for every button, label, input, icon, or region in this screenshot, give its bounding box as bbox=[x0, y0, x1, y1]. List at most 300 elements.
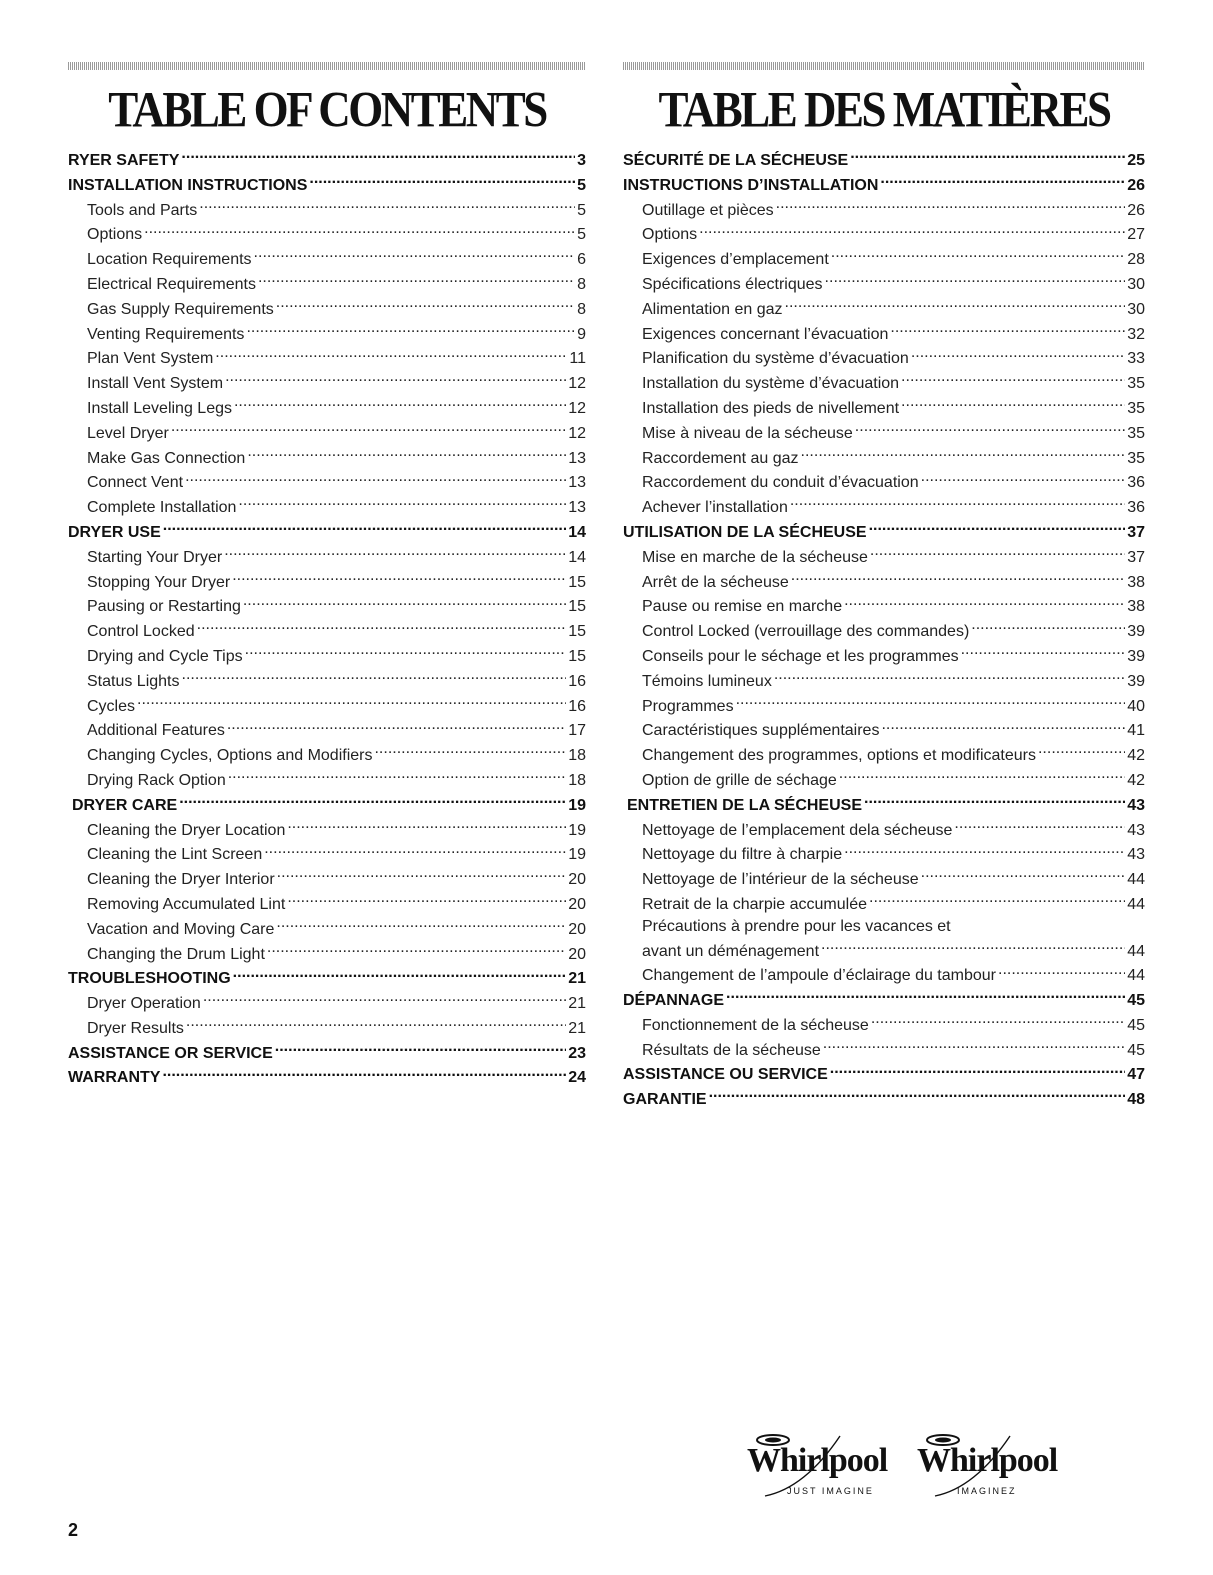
dot-leader bbox=[163, 519, 566, 537]
dot-leader bbox=[144, 221, 575, 239]
dot-leader bbox=[185, 469, 566, 487]
toc-page-number: 23 bbox=[568, 1044, 586, 1062]
toc-subentry bbox=[68, 643, 586, 668]
toc-entry-title: Location Requirements bbox=[87, 251, 252, 269]
dot-leader bbox=[276, 296, 575, 314]
dot-leader bbox=[225, 370, 566, 388]
toc-entry-title: ENTRETIEN DE LA SÉCHEUSE bbox=[627, 796, 862, 814]
toc-subentry bbox=[623, 445, 1145, 470]
toc-entry-title: Conseils pour le séchage et les programmes bbox=[642, 647, 959, 665]
toc-page-number: 43 bbox=[1127, 846, 1145, 864]
dot-leader bbox=[182, 668, 567, 686]
toc-page-number: 35 bbox=[1127, 424, 1145, 442]
toc-page-number: 44 bbox=[1127, 967, 1145, 985]
header-rule bbox=[68, 62, 586, 70]
toc-section-heading bbox=[68, 792, 586, 817]
toc-entry-title: avant un déménagement bbox=[642, 942, 820, 960]
toc-entry-title: Pause ou remise en marche bbox=[642, 598, 843, 616]
toc-entry-title: Make Gas Connection bbox=[87, 449, 246, 467]
toc-page-number: 21 bbox=[568, 995, 586, 1013]
toc-subentry bbox=[623, 469, 1145, 494]
toc-subentry bbox=[68, 494, 586, 519]
toc-page-number: 39 bbox=[1127, 672, 1145, 690]
toc-entry-title: Complete Installation bbox=[87, 499, 237, 517]
toc-section-heading bbox=[623, 147, 1145, 172]
toc-page-number: 21 bbox=[568, 970, 586, 988]
toc-page-number: 9 bbox=[577, 325, 586, 343]
toc-entry-title: Plan Vent System bbox=[87, 350, 214, 368]
dot-leader bbox=[699, 221, 1125, 239]
toc-page-number: 37 bbox=[1127, 548, 1145, 566]
toc-section-heading bbox=[623, 1086, 1145, 1111]
toc-page-number: 44 bbox=[1127, 895, 1145, 913]
toc-page-number: 45 bbox=[1127, 1016, 1145, 1034]
dot-leader bbox=[233, 965, 567, 983]
toc-entry-title: Outillage et pièces bbox=[642, 201, 774, 219]
toc-entry-title: Venting Requirements bbox=[87, 325, 245, 343]
toc-entry-title: Raccordement au gaz bbox=[642, 449, 799, 467]
toc-subentry bbox=[68, 197, 586, 222]
dot-leader bbox=[869, 891, 1125, 909]
toc-subentry bbox=[623, 296, 1145, 321]
toc-subentry bbox=[623, 668, 1145, 693]
toc-subentry bbox=[623, 1012, 1145, 1037]
toc-subentry bbox=[68, 916, 586, 941]
toc-page-number: 15 bbox=[568, 598, 586, 616]
toc-page-number: 6 bbox=[577, 251, 586, 269]
toc-entry-title: Cycles bbox=[87, 697, 136, 715]
dot-leader bbox=[871, 1012, 1125, 1030]
toc-subentry bbox=[623, 197, 1145, 222]
toc-entry-title: Control Locked bbox=[87, 623, 195, 641]
toc-entry-title: Additional Features bbox=[87, 722, 225, 740]
dot-leader bbox=[869, 519, 1126, 537]
toc-entry-title: Connect Vent bbox=[87, 474, 184, 492]
toc-page-number: 12 bbox=[568, 399, 586, 417]
dot-leader bbox=[254, 246, 576, 264]
toc-entry-title: Cleaning the Dryer Interior bbox=[87, 871, 275, 889]
toc-subentry bbox=[623, 891, 1145, 916]
dot-leader bbox=[171, 420, 566, 438]
toc-entry-title: Fonctionnement de la sécheuse bbox=[642, 1016, 869, 1034]
dot-leader bbox=[1038, 742, 1125, 760]
toc-entry-title: Changement de l’ampoule d’éclairage du tambour bbox=[642, 967, 996, 985]
toc-entry-title: Nettoyage de l’intérieur de la sécheuse bbox=[642, 871, 919, 889]
toc-entry-title: Electrical Requirements bbox=[87, 275, 256, 293]
toc-entry-title: Pausing or Restarting bbox=[87, 598, 241, 616]
toc-subentry bbox=[68, 271, 586, 296]
toc-subentry bbox=[623, 370, 1145, 395]
toc-page-number: 47 bbox=[1127, 1066, 1145, 1084]
toc-page-number: 43 bbox=[1127, 796, 1145, 814]
toc-subentry bbox=[623, 345, 1145, 370]
toc-page-number: 30 bbox=[1127, 275, 1145, 293]
dot-leader bbox=[709, 1086, 1126, 1104]
whirlpool-logo-french bbox=[905, 1428, 1058, 1508]
dot-leader bbox=[870, 544, 1125, 562]
toc-subentry bbox=[623, 916, 1145, 938]
toc-subentry bbox=[623, 817, 1145, 842]
toc-section-heading bbox=[68, 519, 586, 544]
toc-entry-title: Planification du système d’évacuation bbox=[642, 350, 909, 368]
toc-section-heading bbox=[623, 792, 1145, 817]
toc-subentry bbox=[623, 767, 1145, 792]
toc-page-number: 28 bbox=[1127, 251, 1145, 269]
toc-subentry bbox=[623, 618, 1145, 643]
toc-subentry bbox=[68, 817, 586, 842]
dot-leader bbox=[162, 1064, 566, 1082]
dot-leader bbox=[901, 370, 1125, 388]
toc-page-number: 16 bbox=[568, 672, 586, 690]
toc-subentry bbox=[623, 593, 1145, 618]
dot-leader bbox=[234, 395, 566, 413]
toc-entry-title: DÉPANNAGE bbox=[623, 992, 725, 1010]
toc-entry-title: Changement des programmes, options et modificateurs bbox=[642, 747, 1036, 765]
toc-entry-title: Installation du système d’évacuation bbox=[642, 375, 900, 393]
dot-leader bbox=[232, 569, 566, 587]
dot-leader bbox=[374, 742, 566, 760]
toc-subentry bbox=[68, 767, 586, 792]
dot-leader bbox=[880, 172, 1125, 190]
dot-leader bbox=[850, 147, 1125, 165]
toc-page-number: 20 bbox=[568, 895, 586, 913]
toc-page-number: 45 bbox=[1127, 992, 1145, 1010]
toc-list-english bbox=[68, 147, 586, 1089]
dot-leader bbox=[774, 668, 1125, 686]
dot-leader bbox=[264, 841, 566, 859]
toc-section-heading bbox=[68, 1064, 586, 1089]
toc-page-number: 38 bbox=[1127, 573, 1145, 591]
dot-leader bbox=[831, 246, 1125, 264]
toc-subentry bbox=[623, 246, 1145, 271]
toc-page-number: 11 bbox=[569, 350, 586, 368]
toc-section-heading bbox=[68, 147, 586, 172]
toc-entry-title: Résultats de la sécheuse bbox=[642, 1041, 821, 1059]
brand-tagline: IMAGINEZ bbox=[957, 1486, 1017, 1496]
toc-page-number: 40 bbox=[1127, 697, 1145, 715]
toc-page-number: 27 bbox=[1127, 226, 1145, 244]
dot-leader bbox=[736, 693, 1126, 711]
toc-subentry bbox=[68, 618, 586, 643]
toc-page-number: 44 bbox=[1127, 871, 1145, 889]
toc-title-english: TABLE OF CONTENTS bbox=[108, 81, 546, 138]
toc-page-number: 13 bbox=[568, 474, 586, 492]
dot-leader bbox=[227, 717, 566, 735]
toc-page-number: 18 bbox=[568, 771, 586, 789]
toc-page-number: 45 bbox=[1127, 1041, 1145, 1059]
toc-page-number: 35 bbox=[1127, 399, 1145, 417]
toc-entry-title: Cleaning the Lint Screen bbox=[87, 846, 263, 864]
dot-leader bbox=[287, 817, 566, 835]
toc-subentry bbox=[623, 321, 1145, 346]
dot-leader bbox=[246, 321, 575, 339]
toc-subentry bbox=[623, 494, 1145, 519]
dot-leader bbox=[821, 938, 1125, 956]
toc-subentry bbox=[623, 1037, 1145, 1062]
toc-subentry bbox=[68, 445, 586, 470]
dot-leader bbox=[823, 1037, 1125, 1055]
toc-entry-title: Install Leveling Legs bbox=[87, 399, 232, 417]
dot-leader bbox=[287, 891, 566, 909]
toc-page-number: 37 bbox=[1127, 523, 1145, 541]
toc-entry-title: Starting Your Dryer bbox=[87, 548, 223, 566]
toc-entry-title: Dryer Operation bbox=[87, 995, 201, 1013]
toc-page-number: 19 bbox=[568, 846, 586, 864]
toc-entry-title: Changing the Drum Light bbox=[87, 945, 265, 963]
toc-entry-title: Changing Cycles, Options and Modifiers bbox=[87, 747, 373, 765]
toc-subentry bbox=[68, 866, 586, 891]
toc-page-number: 20 bbox=[568, 871, 586, 889]
toc-entry-title: ASSISTANCE OU SERVICE bbox=[623, 1066, 828, 1084]
toc-entry-title: Options bbox=[642, 226, 698, 244]
dot-leader bbox=[844, 841, 1125, 859]
toc-entry-title: Drying Rack Option bbox=[87, 771, 226, 789]
toc-page-number: 5 bbox=[577, 226, 586, 244]
toc-entry-title: INSTALLATION INSTRUCTIONS bbox=[68, 176, 308, 194]
toc-section-heading bbox=[623, 1061, 1145, 1086]
toc-entry-title: Raccordement du conduit d’évacuation bbox=[642, 474, 919, 492]
toc-subentry bbox=[68, 717, 586, 742]
dot-leader bbox=[224, 544, 566, 562]
toc-subentry bbox=[623, 569, 1145, 594]
toc-entry-title: ASSISTANCE OR SERVICE bbox=[68, 1044, 273, 1062]
toc-entry-title: INSTRUCTIONS D’INSTALLATION bbox=[623, 176, 879, 194]
toc-entry-title: Level Dryer bbox=[87, 424, 169, 442]
toc-page-number: 26 bbox=[1127, 176, 1145, 194]
dot-leader bbox=[181, 147, 575, 165]
toc-entry-title: Caractéristiques supplémentaires bbox=[642, 722, 880, 740]
toc-page-number: 14 bbox=[568, 548, 586, 566]
toc-page-number: 15 bbox=[568, 647, 586, 665]
dot-leader bbox=[844, 593, 1125, 611]
toc-entry-title: Removing Accumulated Lint bbox=[87, 895, 286, 913]
toc-subentry bbox=[623, 938, 1145, 963]
brand-wordmark: Whirlpool bbox=[917, 1442, 1058, 1479]
toc-entry-title: Cleaning the Dryer Location bbox=[87, 821, 286, 839]
toc-page-number: 8 bbox=[577, 300, 586, 318]
dot-leader bbox=[881, 717, 1125, 735]
toc-page-number: 38 bbox=[1127, 598, 1145, 616]
dot-leader bbox=[839, 767, 1125, 785]
toc-subentry bbox=[68, 321, 586, 346]
toc-subentry bbox=[623, 866, 1145, 891]
toc-subentry bbox=[68, 1015, 586, 1040]
dot-leader bbox=[247, 445, 566, 463]
dot-leader bbox=[238, 494, 566, 512]
dot-leader bbox=[855, 420, 1125, 438]
toc-page-number: 30 bbox=[1127, 300, 1145, 318]
toc-page-number: 13 bbox=[568, 499, 586, 517]
toc-entry-title: Control Locked (verrouillage des commandes) bbox=[642, 623, 970, 641]
toc-entry-title: Install Vent System bbox=[87, 375, 224, 393]
toc-page-number: 17 bbox=[568, 722, 586, 740]
dot-leader bbox=[825, 271, 1126, 289]
toc-title-french: TABLE DES MATIÈRES bbox=[658, 81, 1110, 138]
toc-section-heading bbox=[68, 172, 586, 197]
toc-entry-title: RYER SAFETY bbox=[68, 152, 180, 169]
dot-leader bbox=[971, 618, 1125, 636]
toc-french bbox=[623, 62, 1145, 1111]
toc-page-number: 5 bbox=[577, 176, 586, 194]
toc-subentry bbox=[623, 544, 1145, 569]
toc-subentry bbox=[68, 370, 586, 395]
whirlpool-logo-english bbox=[735, 1428, 888, 1508]
toc-page-number: 8 bbox=[577, 275, 586, 293]
toc-entry-title: GARANTIE bbox=[623, 1091, 707, 1109]
toc-subentry bbox=[623, 717, 1145, 742]
toc-subentry bbox=[68, 246, 586, 271]
toc-subentry bbox=[68, 891, 586, 916]
toc-entry-title: Drying and Cycle Tips bbox=[87, 647, 243, 665]
toc-subentry bbox=[68, 668, 586, 693]
toc-entry-title: Exigences concernant l’évacuation bbox=[642, 325, 889, 343]
toc-page-number: 3 bbox=[577, 152, 586, 169]
toc-page-number: 36 bbox=[1127, 474, 1145, 492]
toc-page-number: 19 bbox=[568, 796, 586, 814]
toc-page-number: 35 bbox=[1127, 375, 1145, 393]
dot-leader bbox=[921, 469, 1126, 487]
toc-page-number: 15 bbox=[568, 623, 586, 641]
dot-leader bbox=[309, 172, 575, 190]
toc-page-number: 20 bbox=[568, 920, 586, 938]
toc-page-number: 48 bbox=[1127, 1091, 1145, 1109]
dot-leader bbox=[277, 866, 567, 884]
dot-leader bbox=[197, 618, 567, 636]
toc-page-number: 5 bbox=[577, 201, 586, 219]
dot-leader bbox=[864, 792, 1125, 810]
dot-leader bbox=[961, 643, 1126, 661]
toc-subentry bbox=[68, 469, 586, 494]
toc-page-number: 39 bbox=[1127, 623, 1145, 641]
dot-leader bbox=[901, 395, 1125, 413]
toc-page-number: 18 bbox=[568, 747, 586, 765]
toc-entry-title: DRYER CARE bbox=[72, 796, 178, 814]
dot-leader bbox=[790, 494, 1125, 512]
toc-page-number: 41 bbox=[1127, 722, 1145, 740]
page-number: 2 bbox=[68, 1520, 79, 1540]
toc-entry-title: Options bbox=[87, 226, 143, 244]
toc-page-number: 14 bbox=[568, 523, 586, 541]
toc-subentry bbox=[68, 221, 586, 246]
dot-leader bbox=[776, 197, 1126, 215]
toc-english bbox=[68, 62, 586, 1089]
toc-entry-title: Achever l’installation bbox=[642, 499, 788, 517]
dot-leader bbox=[228, 767, 566, 785]
toc-entry-title: Précautions à prendre pour les vacances et bbox=[642, 917, 951, 935]
toc-subentry bbox=[623, 742, 1145, 767]
header-rule bbox=[623, 62, 1145, 70]
toc-page-number: 44 bbox=[1127, 942, 1145, 960]
toc-page-number: 42 bbox=[1127, 771, 1145, 789]
toc-page-number: 36 bbox=[1127, 499, 1145, 517]
toc-subentry bbox=[623, 221, 1145, 246]
toc-entry-title: Alimentation en gaz bbox=[642, 300, 783, 318]
toc-subentry bbox=[68, 990, 586, 1015]
toc-page-number: 26 bbox=[1127, 201, 1145, 219]
toc-list-french bbox=[623, 147, 1145, 1111]
toc-page-number: 42 bbox=[1127, 747, 1145, 765]
dot-leader bbox=[890, 321, 1125, 339]
toc-subentry bbox=[623, 420, 1145, 445]
brand-wordmark: Whirlpool bbox=[747, 1442, 888, 1479]
toc-entry-title: Dryer Results bbox=[87, 1019, 184, 1037]
toc-page-number: 25 bbox=[1127, 152, 1145, 169]
toc-page-number: 39 bbox=[1127, 647, 1145, 665]
toc-subentry bbox=[623, 962, 1145, 987]
toc-subentry bbox=[623, 643, 1145, 668]
dot-leader bbox=[801, 445, 1126, 463]
dot-leader bbox=[215, 345, 567, 363]
toc-page-number: 24 bbox=[568, 1069, 586, 1087]
dot-leader bbox=[921, 866, 1126, 884]
toc-entry-title: TROUBLESHOOTING bbox=[68, 970, 231, 988]
toc-entry-title: Option de grille de séchage bbox=[642, 771, 837, 789]
dot-leader bbox=[276, 916, 566, 934]
toc-page-number: 12 bbox=[568, 375, 586, 393]
toc-entry-title: Mise en marche de la sécheuse bbox=[642, 548, 868, 566]
toc-entry-title: Status Lights bbox=[87, 672, 180, 690]
toc-subentry bbox=[68, 420, 586, 445]
toc-subentry bbox=[68, 742, 586, 767]
toc-page-number: 33 bbox=[1127, 350, 1145, 368]
toc-page-number: 21 bbox=[568, 1019, 586, 1037]
toc-entry-title: Nettoyage de l’emplacement dela sécheuse bbox=[642, 821, 953, 839]
toc-entry-title: Nettoyage du filtre à charpie bbox=[642, 846, 843, 864]
toc-entry-title: Installation des pieds de nivellement bbox=[642, 399, 900, 417]
toc-entry-title: WARRANTY bbox=[68, 1069, 161, 1087]
dot-leader bbox=[275, 1040, 566, 1058]
toc-section-heading bbox=[623, 987, 1145, 1012]
toc-subentry bbox=[68, 345, 586, 370]
toc-entry-title: UTILISATION DE LA SÉCHEUSE bbox=[623, 523, 867, 541]
dot-leader bbox=[998, 962, 1125, 980]
toc-page-number: 20 bbox=[568, 945, 586, 963]
toc-page-number: 13 bbox=[568, 449, 586, 467]
toc-subentry bbox=[623, 271, 1145, 296]
toc-section-heading bbox=[623, 172, 1145, 197]
dot-leader bbox=[791, 569, 1125, 587]
toc-page-number: 16 bbox=[568, 697, 586, 715]
toc-entry-title: Arrêt de la sécheuse bbox=[642, 573, 789, 591]
toc-page-number: 12 bbox=[568, 424, 586, 442]
toc-entry-title: Spécifications électriques bbox=[642, 275, 823, 293]
toc-entry-title: DRYER USE bbox=[68, 523, 161, 541]
toc-page-number: 19 bbox=[568, 821, 586, 839]
dot-leader bbox=[785, 296, 1126, 314]
brand-tagline: JUST IMAGINE bbox=[787, 1486, 874, 1496]
toc-subentry bbox=[68, 296, 586, 321]
toc-entry-title: Tools and Parts bbox=[87, 201, 198, 219]
dot-leader bbox=[245, 643, 567, 661]
dot-leader bbox=[137, 693, 566, 711]
dot-leader bbox=[267, 941, 566, 959]
dot-leader bbox=[954, 817, 1125, 835]
toc-subentry bbox=[68, 395, 586, 420]
toc-entry-title: Retrait de la charpie accumulée bbox=[642, 895, 868, 913]
toc-page-number: 32 bbox=[1127, 325, 1145, 343]
toc-section-heading bbox=[68, 965, 586, 990]
toc-entry-title: Gas Supply Requirements bbox=[87, 300, 274, 318]
toc-entry-title: Vacation and Moving Care bbox=[87, 920, 275, 938]
dot-leader bbox=[243, 593, 566, 611]
toc-subentry bbox=[68, 693, 586, 718]
toc-section-heading bbox=[623, 519, 1145, 544]
dot-leader bbox=[199, 197, 575, 215]
toc-entry-title: SÉCURITÉ DE LA SÉCHEUSE bbox=[623, 152, 849, 169]
toc-subentry bbox=[623, 693, 1145, 718]
toc-entry-title: Programmes bbox=[642, 697, 734, 715]
toc-entry-title: Exigences d’emplacement bbox=[642, 251, 829, 269]
